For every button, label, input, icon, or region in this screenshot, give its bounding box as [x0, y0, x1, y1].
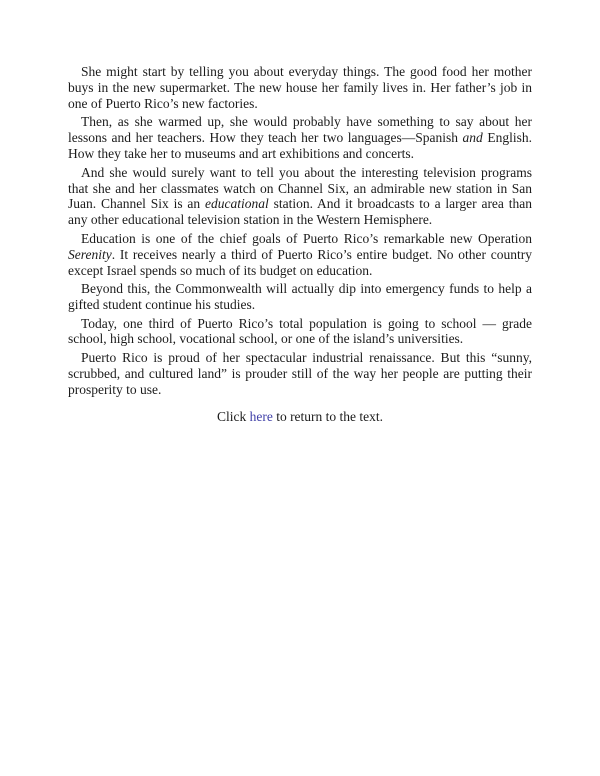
text-run: Today, one third of Puerto Rico’s total population is going to school — grade school, high school, vocational school, or one of the island’s universities.: [68, 315, 532, 347]
text-run: Education is one of the chief goals of Puerto Rico’s remarkable new Operation: [81, 230, 532, 246]
text-run: She might start by telling you about everyday things. The good food her mother buys in the new supermarket. The new house her family lives in. Her father’s job in one of Puerto Rico’s new factories.: [68, 64, 532, 111]
paragraph: [68, 316, 532, 348]
text-run: Click: [216, 408, 250, 424]
italic-text-run: and: [462, 130, 483, 146]
italic-text-run: Serenity: [68, 246, 112, 262]
text-block: [68, 64, 532, 398]
paragraph: [68, 231, 532, 279]
text-run: . It receives nearly a third of Puerto Rico’s entire budget. No other country except Israel spends so much of its budget on education.: [68, 246, 532, 278]
return-line: [68, 409, 532, 425]
paragraph: [68, 350, 532, 398]
paragraph: [68, 64, 532, 112]
paragraph: [68, 165, 532, 229]
paragraph: [68, 281, 532, 313]
text-run: Then, as she warmed up, she would probably have something to say about her lessons and her teachers. How they teach her two languages—Spanish: [68, 114, 532, 146]
paragraph: [68, 114, 532, 162]
return-link[interactable]: here: [249, 408, 273, 424]
text-run: English. How they take her to museums and art exhibitions and concerts.: [68, 130, 532, 162]
text-run: Puerto Rico is proud of her spectacular industrial renaissance. But this “sunny, scrubbed, and cultured land” is prouder still of the way her people are putting their prosperity to use.: [68, 349, 532, 397]
text-run: And she would surely want to tell you about the interesting television programs that she and her classmates watch on Channel Six, an admirable new station in San Juan. Channel Six is an: [68, 164, 532, 212]
text-run: station. And it broadcasts to a larger area than any other educational television station in the Western Hemisphere.: [68, 196, 532, 228]
text-run: to return to the text.: [272, 408, 384, 424]
text-run: Beyond this, the Commonwealth will actually dip into emergency funds to help a gifted student continue his studies.: [68, 281, 532, 313]
italic-text-run: educational: [205, 196, 269, 212]
